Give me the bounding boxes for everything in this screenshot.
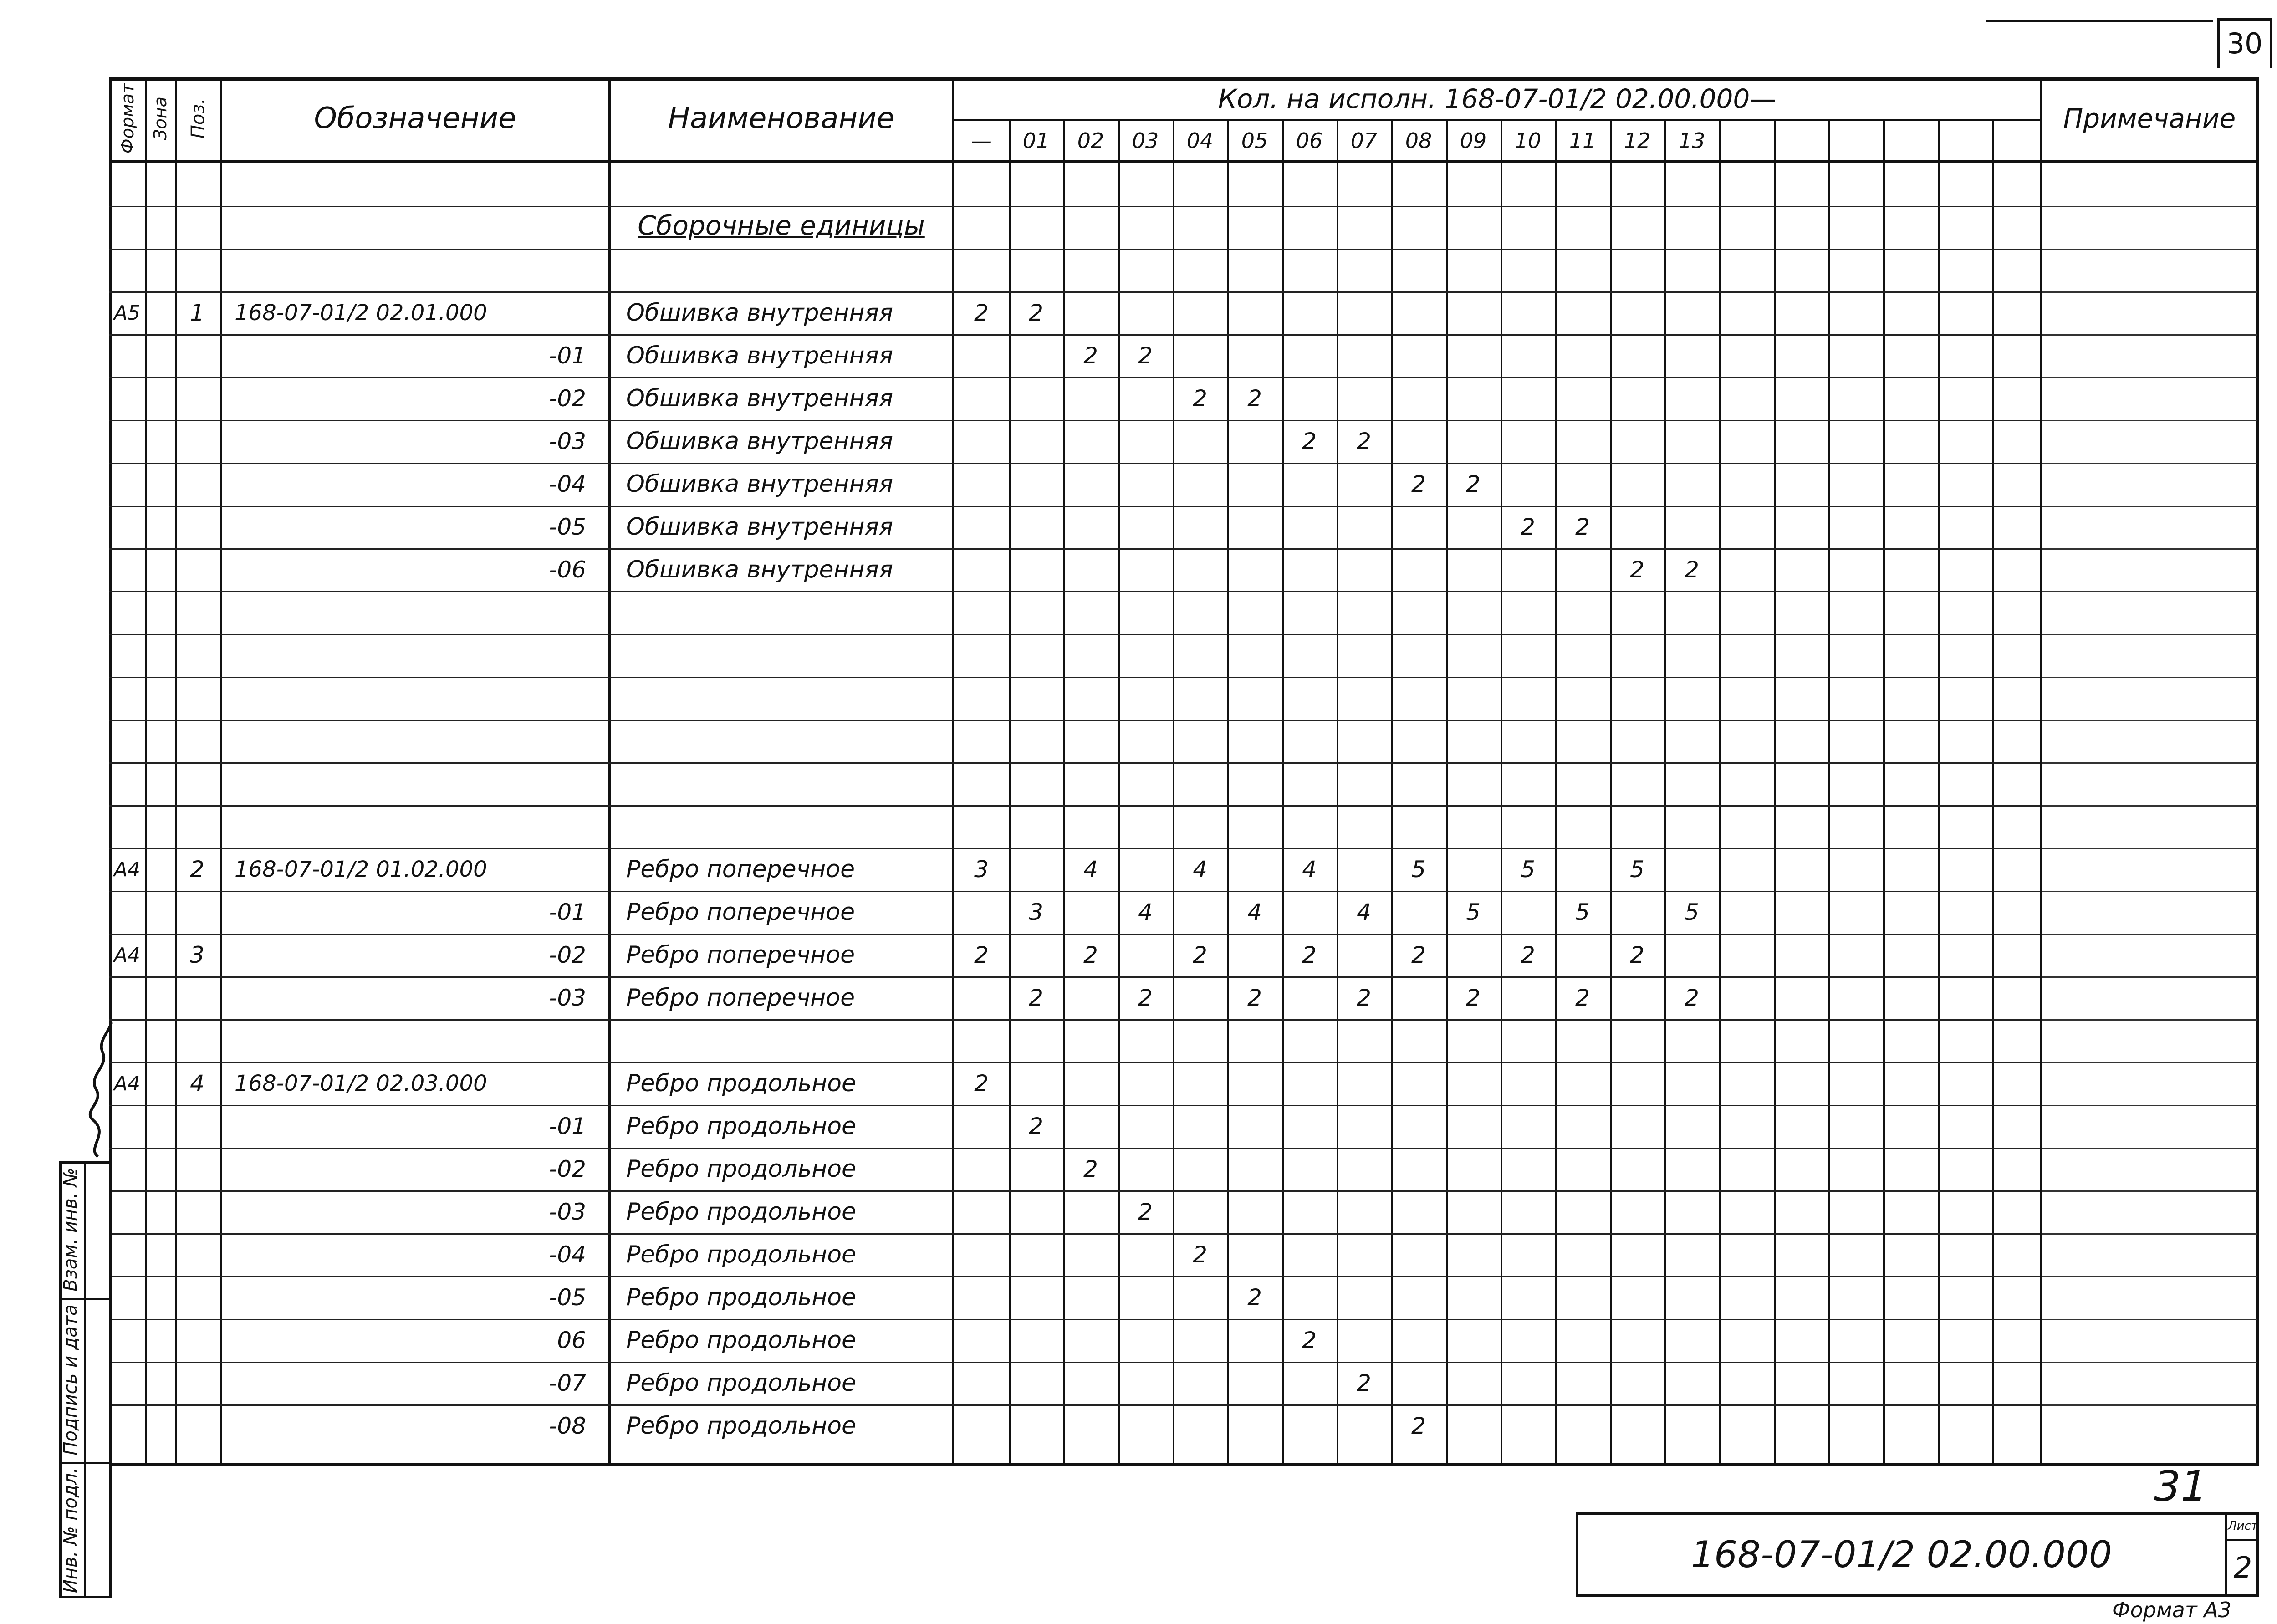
variant-col-line <box>1391 119 1393 1464</box>
note-row-rule <box>2042 848 2257 849</box>
row-rule <box>109 249 2040 250</box>
note-row-rule <box>2042 1190 2257 1192</box>
row-qty: 2 <box>1247 985 1262 1011</box>
note-row-rule <box>2042 420 2257 421</box>
row-format: А5 <box>113 301 141 325</box>
row-name: Ребро продольное <box>626 1327 857 1354</box>
row-qty: 5 <box>1575 899 1590 925</box>
row-name: Обшивка внутренняя <box>626 342 893 369</box>
row-qty: 2 <box>1138 1199 1153 1225</box>
row-qty: 5 <box>1630 856 1644 883</box>
variant-col-line <box>1992 119 1994 1464</box>
row-qty: 2 <box>1302 428 1317 455</box>
row-qty: 5 <box>1521 856 1535 883</box>
note-row-rule <box>2042 677 2257 678</box>
row-name: Ребро продольное <box>626 1113 857 1140</box>
note-row-rule <box>2042 506 2257 507</box>
row-name: Обшивка внутренняя <box>626 470 893 498</box>
row-designation: -01 <box>549 1113 586 1139</box>
row-qty: 2 <box>1575 514 1590 540</box>
variant-header: 12 <box>1624 128 1651 153</box>
row-position: 2 <box>190 856 204 883</box>
title-block-sheet-rule <box>2225 1539 2259 1541</box>
variant-col-line <box>1337 119 1338 1464</box>
header-bottom-rule <box>109 160 2259 163</box>
row-qty: 2 <box>1083 1156 1098 1182</box>
variant-col-line <box>1610 119 1612 1464</box>
row-designation: -06 <box>549 557 586 583</box>
row-qty: 2 <box>1521 514 1535 540</box>
row-qty: 2 <box>1630 557 1644 583</box>
row-designation: 168-07-01/2 02.03.000 <box>235 1071 487 1096</box>
row-qty: 2 <box>1521 942 1535 968</box>
variant-header: 04 <box>1186 128 1214 153</box>
variant-header: 08 <box>1405 128 1432 153</box>
variant-header: 03 <box>1132 128 1159 153</box>
row-rule <box>109 634 2040 635</box>
note-row-rule <box>2042 291 2257 293</box>
row-position: 3 <box>190 942 204 968</box>
top-rule <box>1986 20 2213 22</box>
note-row-rule <box>2042 1019 2257 1021</box>
row-qty: 2 <box>1466 471 1481 497</box>
row-name: Ребро продольное <box>626 1284 857 1311</box>
corner-number: 30 <box>2226 26 2263 60</box>
row-qty: 2 <box>1411 1413 1426 1439</box>
note-row-rule <box>2042 805 2257 807</box>
variant-col-line <box>1664 119 1666 1464</box>
variant-col-line <box>1118 119 1120 1464</box>
note-row-rule <box>2042 1148 2257 1149</box>
row-name: Ребро продольное <box>626 1412 857 1440</box>
row-designation: -02 <box>549 385 586 412</box>
row-rule <box>109 1019 2040 1021</box>
row-format: А4 <box>113 943 141 967</box>
variant-col-line <box>1555 119 1557 1464</box>
side-stamp-replace-inv: Взам. инв. № <box>60 1168 81 1292</box>
row-qty: 4 <box>1247 899 1262 925</box>
row-qty: 3 <box>1029 899 1043 925</box>
variant-header: 09 <box>1460 128 1487 153</box>
col-line-designation <box>608 77 611 1466</box>
row-qty: 2 <box>1029 985 1043 1011</box>
section-title: Сборочные единицы <box>638 210 925 241</box>
row-qty: 2 <box>1357 985 1371 1011</box>
note-row-rule <box>2042 891 2257 892</box>
variant-col-line <box>1938 119 1940 1464</box>
row-qty: 2 <box>1138 985 1153 1011</box>
row-designation: 06 <box>557 1327 586 1353</box>
row-qty: 5 <box>1411 856 1426 883</box>
row-qty: 2 <box>1302 942 1317 968</box>
row-qty: 2 <box>1247 1284 1262 1311</box>
note-row-rule <box>2042 976 2257 978</box>
row-designation: -01 <box>549 899 586 925</box>
row-rule <box>109 805 2040 807</box>
row-name: Ребро поперечное <box>626 856 855 883</box>
side-stamp-inv-orig: Инв. № подл. <box>60 1467 81 1593</box>
row-qty: 2 <box>974 1070 989 1097</box>
row-name: Ребро продольное <box>626 1155 857 1183</box>
row-qty: 4 <box>1193 856 1207 883</box>
row-qty: 2 <box>1685 985 1699 1011</box>
note-row-rule <box>2042 762 2257 764</box>
note-row-rule <box>2042 249 2257 250</box>
row-qty: 2 <box>1411 471 1426 497</box>
row-qty: 2 <box>1302 1327 1317 1353</box>
row-qty: 2 <box>974 300 989 326</box>
variant-header: 13 <box>1678 128 1705 153</box>
header-designation: Обозначение <box>314 102 516 135</box>
row-name: Обшивка внутренняя <box>626 513 893 541</box>
row-designation: -05 <box>549 1284 586 1311</box>
row-name: Обшивка внутренняя <box>626 299 893 327</box>
variant-col-line <box>1227 119 1229 1464</box>
row-qty: 2 <box>1357 428 1371 455</box>
row-qty: 2 <box>1193 942 1207 968</box>
sheet-label: Лист <box>2228 1519 2258 1533</box>
note-row-rule <box>2042 1105 2257 1106</box>
note-row-rule <box>2042 1404 2257 1406</box>
row-qty: 2 <box>1193 385 1207 412</box>
row-name: Ребро продольное <box>626 1070 857 1097</box>
variant-header: 06 <box>1296 128 1323 153</box>
row-rule <box>109 206 2040 207</box>
note-row-rule <box>2042 377 2257 378</box>
note-row-rule <box>2042 934 2257 935</box>
row-qty: 3 <box>974 856 989 883</box>
footer-stamp-number: 31 <box>2154 1462 2208 1511</box>
note-row-rule <box>2042 591 2257 592</box>
row-qty: 2 <box>1193 1241 1207 1268</box>
row-qty: 4 <box>1138 899 1153 925</box>
row-qty: 2 <box>1466 985 1481 1011</box>
side-stamp-sign-date: Подпись и дата <box>60 1304 81 1455</box>
row-qty: 2 <box>1630 942 1644 968</box>
row-name: Ребро продольное <box>626 1369 857 1397</box>
row-designation: -01 <box>549 342 586 369</box>
header-zone: Зона <box>150 97 170 140</box>
header-qty-group: Кол. на исполн. 168-07-01/2 02.00.000— <box>1218 83 1777 114</box>
row-qty: 4 <box>1083 856 1098 883</box>
variant-header: 02 <box>1077 128 1104 153</box>
variant-col-line <box>1063 119 1065 1464</box>
row-qty: 4 <box>1302 856 1317 883</box>
row-qty: 2 <box>1083 342 1098 369</box>
row-rule <box>109 591 2040 592</box>
format-note: Формат А3 <box>2112 1598 2231 1622</box>
header-note: Примечание <box>2063 103 2236 134</box>
row-designation: -03 <box>549 428 586 455</box>
row-designation: 168-07-01/2 01.02.000 <box>235 857 487 882</box>
row-rule <box>109 720 2040 721</box>
row-designation: -02 <box>549 1156 586 1182</box>
row-position: 4 <box>190 1070 204 1097</box>
row-designation: -03 <box>549 985 586 1011</box>
note-row-rule <box>2042 548 2257 550</box>
row-designation: -03 <box>549 1199 586 1225</box>
note-row-rule <box>2042 206 2257 207</box>
variant-header: 10 <box>1514 128 1542 153</box>
header-pos: Поз. <box>188 98 209 139</box>
row-qty: 2 <box>1029 1113 1043 1139</box>
row-qty: 5 <box>1685 899 1699 925</box>
signature-mark <box>77 1020 118 1161</box>
row-name: Обшивка внутренняя <box>626 556 893 583</box>
row-qty: 2 <box>1083 942 1098 968</box>
document-code: 168-07-01/2 02.00.000 <box>1691 1533 2112 1576</box>
row-name: Ребро продольное <box>626 1198 857 1226</box>
row-format: А4 <box>113 858 141 881</box>
side-stamp-divider <box>84 1161 86 1598</box>
note-row-rule <box>2042 634 2257 635</box>
variant-col-line <box>1774 119 1776 1464</box>
row-name: Обшивка внутренняя <box>626 428 893 455</box>
row-designation: -05 <box>549 514 586 540</box>
note-row-rule <box>2042 1276 2257 1277</box>
variant-col-line <box>1883 119 1885 1464</box>
note-row-rule <box>2042 1362 2257 1363</box>
row-name: Обшивка внутренняя <box>626 385 893 412</box>
note-row-rule <box>2042 334 2257 336</box>
row-qty: 2 <box>974 942 989 968</box>
row-designation: -07 <box>549 1370 586 1396</box>
variant-header: 07 <box>1350 128 1378 153</box>
row-qty: 2 <box>1411 942 1426 968</box>
variant-col-line <box>1828 119 1830 1464</box>
variant-header: 05 <box>1241 128 1268 153</box>
row-designation: 168-07-01/2 02.01.000 <box>235 300 487 326</box>
row-qty: 4 <box>1357 899 1371 925</box>
note-row-rule <box>2042 720 2257 721</box>
row-designation: -04 <box>549 471 586 497</box>
row-name: Ребро поперечное <box>626 899 855 926</box>
variant-header: 01 <box>1022 128 1050 153</box>
row-qty: 2 <box>1029 300 1043 326</box>
variant-header: 11 <box>1569 128 1596 153</box>
note-row-rule <box>2042 1233 2257 1235</box>
col-line-zone <box>175 77 177 1466</box>
variant-col-line <box>1501 119 1502 1464</box>
sheet-number: 2 <box>2233 1551 2252 1585</box>
note-row-rule <box>2042 1062 2257 1063</box>
row-format: А4 <box>113 1072 141 1095</box>
row-qty: 2 <box>1685 557 1699 583</box>
header-format: Формат <box>117 83 138 154</box>
row-name: Ребро поперечное <box>626 941 855 969</box>
col-line-name <box>952 77 954 1466</box>
row-name: Ребро поперечное <box>626 984 855 1011</box>
row-designation: -08 <box>549 1413 586 1439</box>
row-position: 1 <box>190 300 204 326</box>
row-name: Ребро продольное <box>626 1241 857 1268</box>
variant-col-line <box>1719 119 1721 1464</box>
header-name: Наименование <box>668 102 895 135</box>
row-qty: 5 <box>1466 899 1481 925</box>
col-line-note <box>2040 77 2042 1466</box>
row-designation: -02 <box>549 942 586 968</box>
row-designation: -04 <box>549 1241 586 1268</box>
variant-header: — <box>971 128 992 153</box>
note-row-rule <box>2042 1319 2257 1320</box>
row-qty: 2 <box>1357 1370 1371 1396</box>
note-row-rule <box>2042 463 2257 464</box>
variant-col-line <box>1282 119 1284 1464</box>
variant-col-line <box>1446 119 1448 1464</box>
row-qty: 2 <box>1247 385 1262 412</box>
row-rule <box>109 762 2040 764</box>
col-line-format <box>145 77 147 1466</box>
row-rule <box>109 677 2040 678</box>
row-qty: 2 <box>1138 342 1153 369</box>
row-qty: 2 <box>1575 985 1590 1011</box>
